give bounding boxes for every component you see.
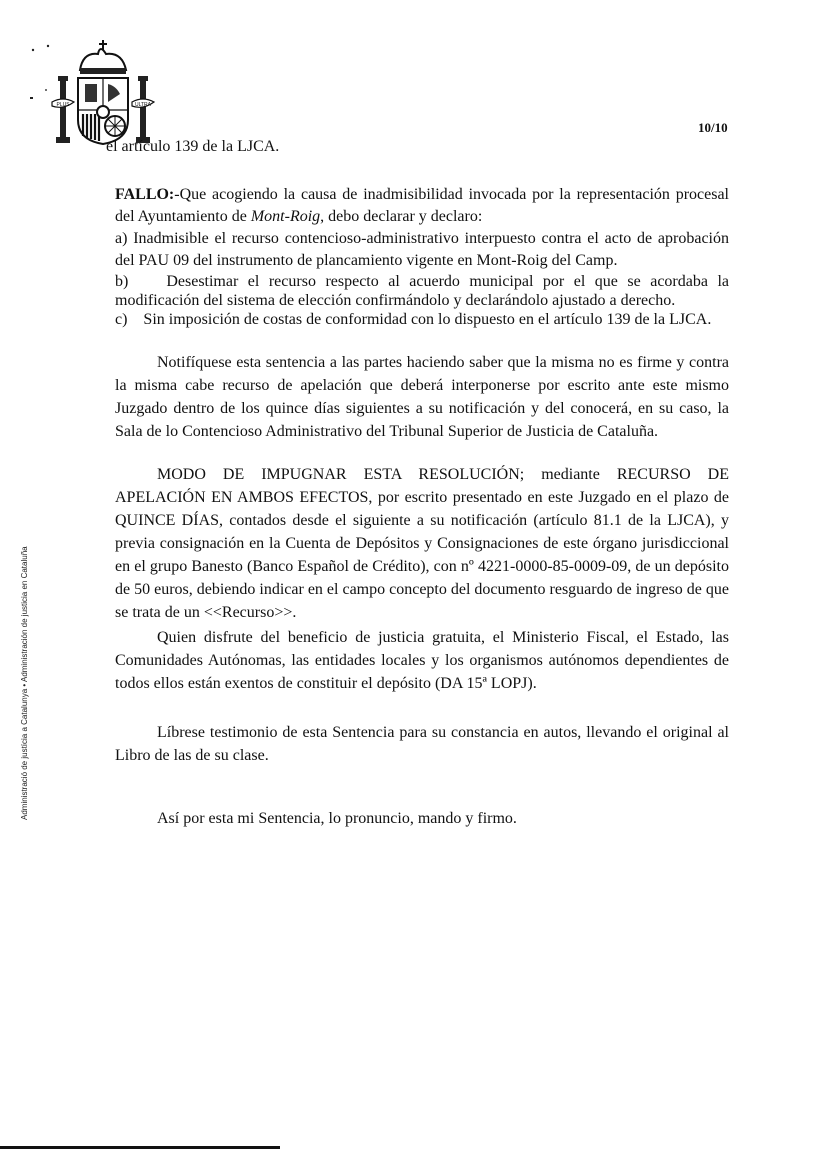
spain-coat-of-arms-icon (28, 40, 158, 150)
appeal-method-paragraph (115, 463, 729, 624)
notification-paragraph (115, 351, 729, 443)
page-number: 10/10 (698, 120, 728, 135)
crest-motto-left: PLUS (56, 102, 70, 108)
fallo-item-b: b) Desestimar el recurso respecto al acuerdo municipal por el que se acordaba la modificación del sistema de elección confirmándolo y declarándolo ajustado a derecho. (115, 273, 729, 309)
fallo-section (115, 184, 729, 329)
fallo-item-c: c) Sin imposición de costas de conformidad con lo dispuesto en el artículo 139 de la LJCA. (115, 311, 712, 328)
testimony-paragraph (115, 721, 729, 767)
notification-text: Notifíquese esta sentencia a las partes haciendo saber que la misma no es firme y contra la misma cabe recurso de apelación que deberá interponerse por escrito ante este mismo Juzgado dentro de los quince días siguientes a su notificación y del conocerá, en su caso, la Sala de lo Contencioso Administrativo del Tribunal Superior de Justicia de Cataluña. (115, 354, 729, 440)
continued-text: el artículo 139 de la LJCA. (106, 138, 280, 155)
fallo-intro (115, 184, 729, 228)
exemption-paragraph (115, 626, 729, 695)
side-stamp: Administració de justícia a Catalunya • Administración de justicia en Cataluña (20, 546, 29, 820)
fallo-intro-text: -Que acogiendo la causa de inadmisibilidad invocada por la representación procesal del Ayuntamiento de (115, 186, 729, 225)
fallo-item-a: a) Inadmisible el recurso contencioso-administrativo interpuesto contra el acto de aprobación del PAU 09 del instrumento de plancamiento vigente en Mont-Roig del Camp. (115, 230, 729, 269)
fallo-intro-end: , debo declarar y declaro: (320, 208, 483, 225)
exemption-text: Quien disfrute del beneficio de justicia gratuita, el Ministerio Fiscal, el Estado, las Comunidades Autónomas, las entidades locales y los organismos autónomos dependientes de todos ellos están exentos de constituir el depósito (DA 15ª LOPJ). (115, 629, 729, 692)
testimony-text: Líbrese testimonio de esta Sentencia para su constancia en autos, llevando el original al Libro de las de su clase. (115, 724, 729, 764)
closing-text: Así por esta mi Sentencia, lo pronuncio, mando y firmo. (157, 810, 517, 827)
bottom-rule (0, 1146, 280, 1149)
appeal-method-text: MODO DE IMPUGNAR ESTA RESOLUCIÓN; mediante RECURSO DE APELACIÓN EN AMBOS EFECTOS, por escrito presentado en este Juzgado en el plazo de QUINCE DÍAS, contados desde el siguiente a su notificación (artículo 81.1 de la LJCA), y previa consignación en la Cuenta de Depósitos y Consignaciones de este órgano jurisdiccional en el grupo Banesto (Banco Español de Crédito), con nº 4221-0000-85-0009-09, de un depósito de 50 euros, debiendo indicar en el campo concepto del documento resguardo de ingreso de que se trata de un <<Recurso>>. (115, 466, 730, 621)
document-body (115, 184, 729, 830)
fallo-label: FALLO: (115, 186, 175, 203)
closing-paragraph (115, 807, 729, 830)
municipality-name: Mont-Roig (250, 208, 321, 225)
crest-motto-right: ULTRA (134, 102, 152, 108)
